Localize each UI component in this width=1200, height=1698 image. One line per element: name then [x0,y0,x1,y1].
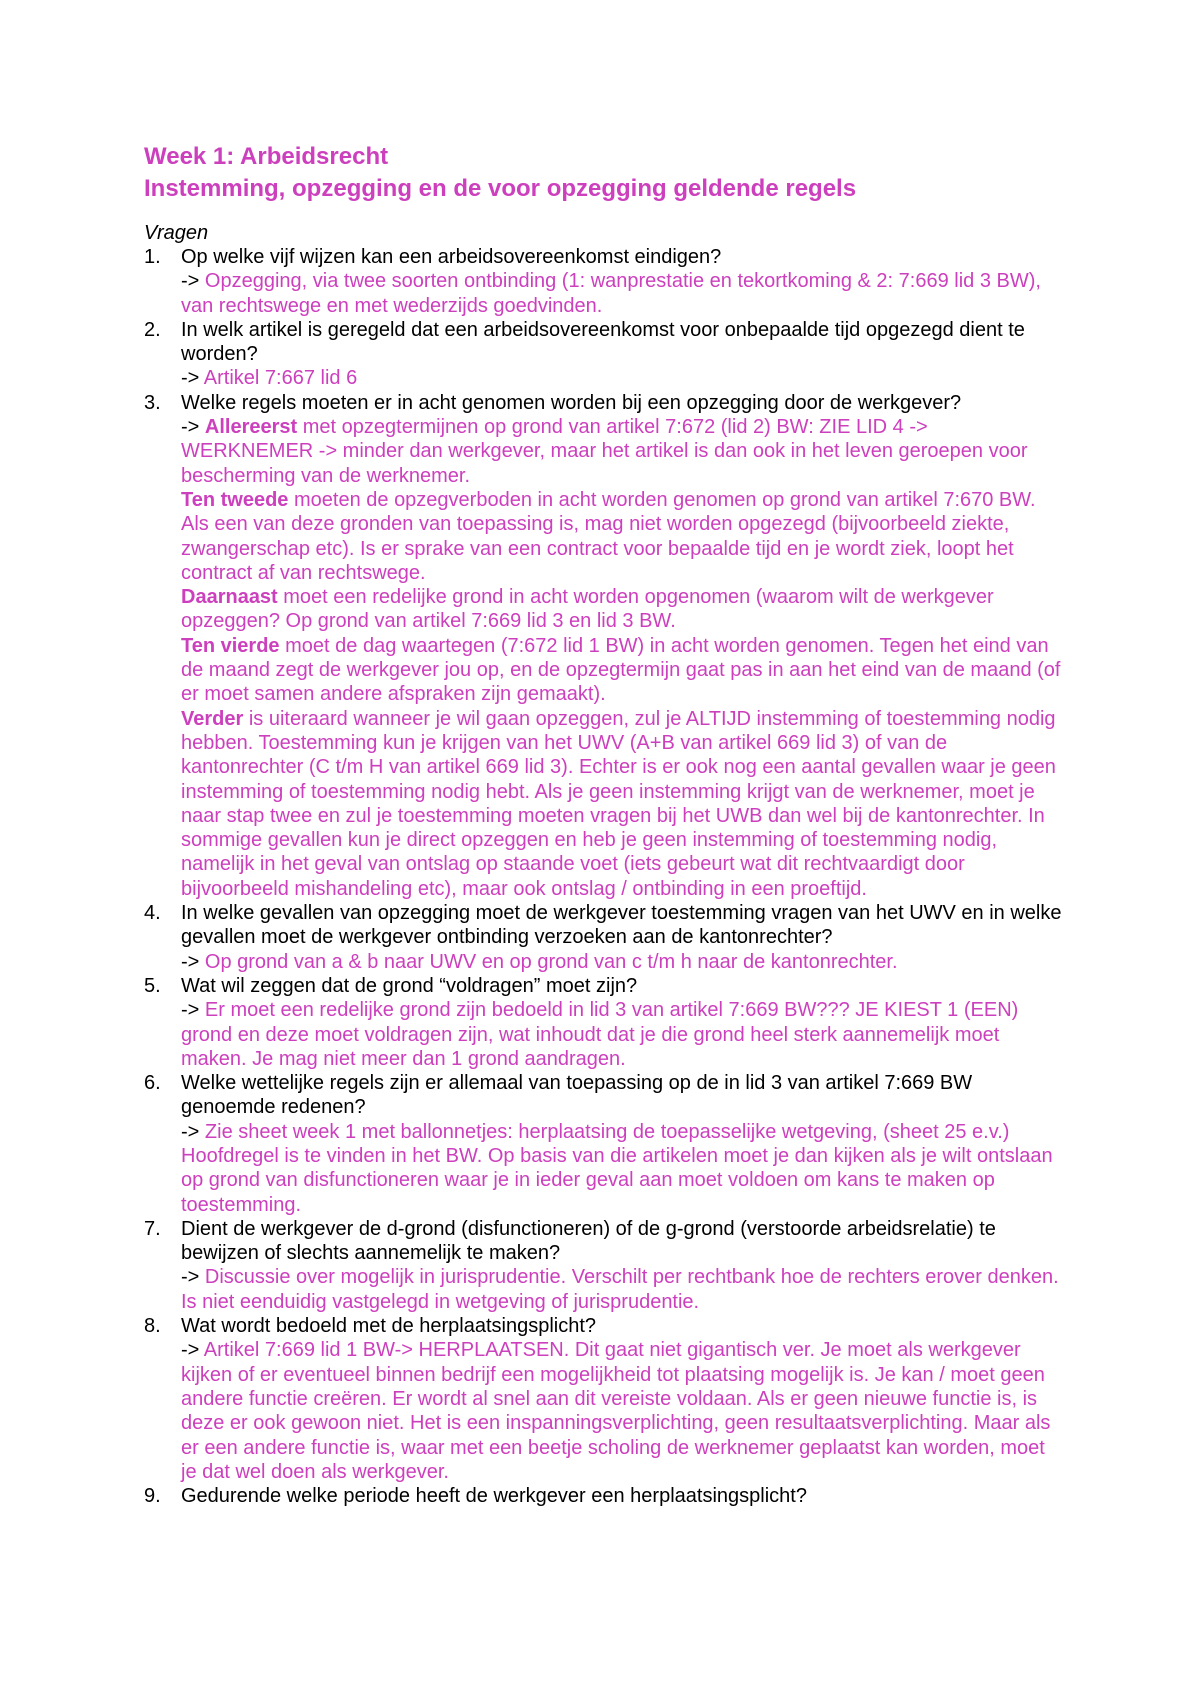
question-number: 5. [144,974,161,997]
question-7 [144,1217,1064,1314]
answer-text [181,1265,1064,1314]
question-list [144,245,1064,1508]
question-2 [144,318,1064,391]
document-body [144,141,1064,1508]
answer-text [181,269,1064,318]
question-number: 9. [144,1485,161,1508]
answer-paragraph-2 [181,488,1064,585]
question-text: In welke gevallen van opzegging moet de werkgever toestemming vragen van het UWV en in welke gevallen moet de werkgever ontbinding verzoeken aan de kantonrechter? [181,902,1062,949]
question-number: 3. [144,391,161,414]
answer-lead: Ten tweede [181,488,289,511]
title-line-1: Week 1: Arbeidsrecht [144,143,389,170]
question-3 [144,391,1064,901]
question-1 [144,245,1064,318]
answer-paragraph-5 [181,707,1064,901]
question-number: 7. [144,1217,161,1240]
question-text: Welke wettelijke regels zijn er allemaal van toepassing op de in lid 3 van artikel 7:669 BW genoemde redenen? [181,1072,973,1119]
answer-content: Er moet een redelijke grond zijn bedoeld in lid 3 van artikel 7:669 BW??? JE KIEST 1 (EEN) grond en deze moet voldragen zijn, wat inhoudt dat je die grond heel sterk aannemelijk moet maken. Je mag niet meer dan 1 grond aandragen. [181,999,1019,1070]
question-text: In welk artikel is geregeld dat een arbeidsovereenkomst voor onbepaalde tijd opgezegd dient te worden? [181,318,1025,366]
question-text: Gedurende welke periode heeft de werkgever een herplaatsingsplicht? [181,1485,807,1508]
question-number: 2. [144,318,161,341]
arrow-marker: -> [181,416,200,439]
arrow-marker: -> [181,1339,200,1362]
answer-lead: Daarnaast [181,586,278,609]
answer-text [181,1120,1064,1217]
answer-content: Zie sheet week 1 met ballonnetjes: herplaatsing de toepasselijke wetgeving, (sheet 25 e.v.) Hoofdregel is te vinden in het BW. Op basis van die artikelen moet je dan kijken als je wilt ontslaan op grond van disfunctioneren waar je in ieder geval aan moet voldoen om kans te maken op toestemming. [181,1120,1053,1216]
arrow-marker: -> [181,1120,200,1143]
answer-paragraph-4 [181,634,1064,707]
answer-content: Artikel 7:669 lid 1 BW-> HERPLAATSEN. Dit gaat niet gigantisch ver. Je moet als werkgever kijken of er eventueel binnen bedrijf een mogelijkheid tot plaatsing mogelijk is. Je kan / moet geen andere functie creëren. Er wordt al snel aan dit vereiste voldaan. Als er geen nieuwe functie is, is deze er ook gewoon niet. Het is een inspanningsverplichting, geen resultaatsverplichting. Maar als er een andere functie is, waar met een beetje scholing de werknemer geplaatst kan worden, moet je dat wel doen als werkgever. [181,1339,1051,1483]
answer-text [181,950,1064,974]
title-line-2: Instemming, opzegging en de voor opzegging geldende regels [144,175,857,202]
answer-content: moet een redelijke grond in acht worden opgenomen (waarom wilt de werkgever opzeggen? Op grond van artikel 7:669 lid 3 en lid 3 BW. [181,586,994,633]
arrow-marker: -> [181,367,200,390]
answer-content: Opzegging, via twee soorten ontbinding (1: wanprestatie en tekortkoming & 2: 7:669 lid 3 BW), van rechtswege en met wederzijds goedvinden. [181,270,1041,317]
section-label: Vragen [144,222,209,244]
answer-content: Discussie over mogelijk in jurisprudentie. Verschilt per rechtbank hoe de rechters erover denken. Is niet eenduidig vastgelegd in wetgeving of jurisprudentie. [181,1266,1059,1313]
answer-content: Artikel 7:667 lid 6 [203,367,358,390]
question-number: 4. [144,902,161,925]
answer-paragraph-3 [181,585,1064,634]
answer-lead: Verder [181,707,244,730]
arrow-marker: -> [181,999,200,1022]
answer-content: is uiteraard wanneer je wil gaan opzeggen, zul je ALTIJD instemming of toestemming nodig hebben. Toestemming kun je krijgen van het UWV (A+B van artikel 669 lid 3) of van de kantonrechter (C t/m H van artikel 669 lid 3). Echter is er ook nog een aantal gevallen waar je geen instemming of toestemming nodig hebt. Als je geen instemming krijgt van de werknemer, moet je naar stap twee en zul je toestemming moeten vragen bij het UWB dan wel bij de kantonrechter. In sommige gevallen kun je direct opzeggen en heb je geen instemming of toestemming nodig, namelijk in het geval van ontslag op staande voet (iets gebeurt wat dit rechtvaardigt door bijvoorbeeld mishandeling etc), maar ook ontslag / ontbinding in een proeftijd. [181,707,1056,900]
question-6 [144,1071,1064,1217]
question-number: 8. [144,1315,161,1338]
arrow-marker: -> [181,950,200,973]
answer-content: Op grond van a & b naar UWV en op grond van c t/m h naar de kantonrechter. [204,950,898,973]
answer-content: moet de dag waartegen (7:672 lid 1 BW) in acht worden genomen. Tegen het eind van de maand zegt de werkgever jou op, en de opzegtermijn gaat pas in aan het eind van de maand (of er moet samen andere afspraken zijn gemaakt). [181,634,1061,706]
question-text: Wat wordt bedoeld met de herplaatsingsplicht? [181,1315,597,1338]
question-8 [144,1314,1064,1484]
question-text: Wat wil zeggen dat de grond “voldragen” moet zijn? [181,974,638,997]
question-9 [144,1484,1064,1508]
question-5 [144,974,1064,1071]
arrow-marker: -> [181,1266,200,1289]
question-number: 6. [144,1072,161,1095]
question-text: Welke regels moeten er in acht genomen worden bij een opzegging door de werkgever? [181,391,962,414]
answer-lead: Allereerst [204,416,298,439]
answer-content: met opzegtermijnen op grond van artikel 7:672 (lid 2) BW: ZIE LID 4 -> WERKNEMER -> minder dan werkgever, maar het artikel is dan ook in het leven geroepen voor bescherming van de werknemer. [181,416,1028,487]
question-text: Op welke vijf wijzen kan een arbeidsovereenkomst eindigen? [181,246,722,268]
question-4 [144,901,1064,974]
answer-text [181,366,1064,390]
arrow-marker: -> [181,270,200,293]
question-number: 1. [144,246,161,268]
answer-content: moeten de opzegverboden in acht worden genomen op grond van artikel 7:670 BW. Als een van deze gronden van toepassing is, mag niet worden opgezegd (bijvoorbeeld ziekte, zwangerschap etc). Is er sprake van een contract voor bepaalde tijd en je wordt ziek, loopt het contract af van rechtswege. [181,488,1036,584]
answer-text [181,998,1064,1071]
answer-text [181,1338,1064,1484]
question-text: Dient de werkgever de d-grond (disfunctioneren) of de g-grond (verstoorde arbeidsrelatie) te bewijzen of slechts aannemelijk te maken? [181,1217,996,1265]
answer-paragraph-1 [181,415,1064,488]
answer-lead: Ten vierde [181,634,280,657]
